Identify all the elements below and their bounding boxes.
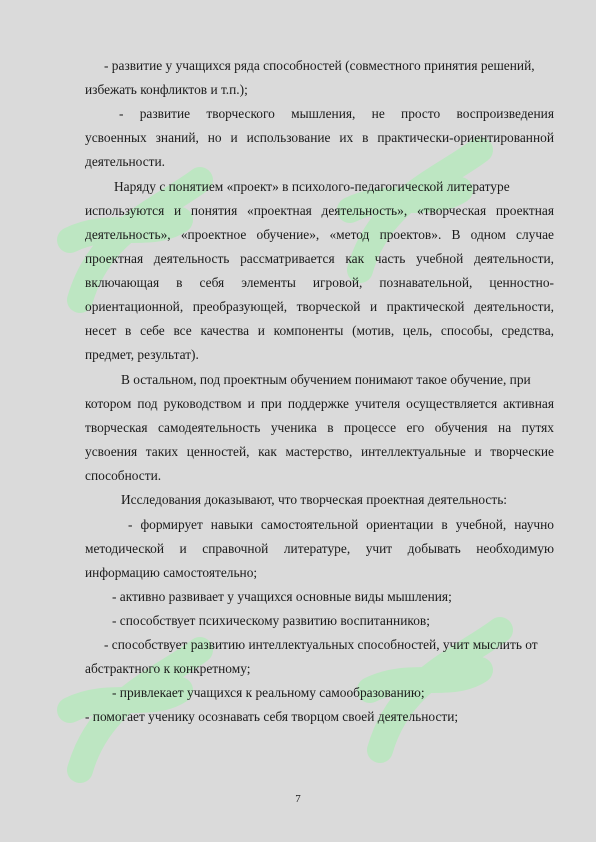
text-line: информацию самостоятельно;: [85, 565, 258, 580]
text-line: В остальном, под проектным обучением понимают такое обучение, при: [121, 372, 531, 387]
text-line: предмет, результат).: [85, 347, 199, 362]
text-line: котором под руководством и при поддержке учителя осуществляется активная: [85, 396, 554, 411]
text-line: - формирует навыки самостоятельной ориентации в учебной, научно: [128, 517, 554, 532]
text-line: несет в себе все качества и компоненты (мотив, цель, способы, средства,: [85, 323, 554, 338]
text-line: - помогает ученику осознавать себя творцом своей деятельности;: [85, 709, 459, 724]
text-line: способности.: [85, 468, 162, 483]
text-line: Исследования доказывают, что творческая проектная деятельность:: [121, 492, 508, 507]
text-line: ориентационной, преобразующей, творческой и практической деятельности,: [85, 299, 554, 314]
text-line: деятельность», «проектное обучение», «метод проектов». В одном случае: [85, 227, 554, 242]
text-line: - развитие творческого мышления, не просто воспроизведения: [119, 106, 554, 121]
text-line: используются и понятия «проектная деятельность», «творческая проектная: [85, 203, 554, 218]
text-line: - способствует развитию интеллектуальных способностей, учит мыслить от: [104, 637, 538, 652]
text-line: - активно развивает у учащихся основные виды мышления;: [112, 589, 452, 604]
text-line: деятельности.: [85, 154, 166, 169]
text-line: методической и справочной литературе, учит добывать необходимую: [85, 541, 554, 556]
text-line: включающая в себя элементы игровой, познавательной, ценностно-: [85, 275, 554, 290]
text-line: Наряду с понятием «проект» в психолого-педагогической литературе: [114, 179, 510, 194]
text-line: - развитие у учащихся ряда способностей (совместного принятия решений,: [104, 58, 535, 73]
text-line: усвоенных знаний, но и использование их в практически-ориентированной: [85, 130, 554, 145]
text-line: проектная деятельность рассматривается как часть учебной деятельности,: [85, 251, 554, 266]
text-line: - способствует психическому развитию воспитанников;: [112, 613, 430, 628]
text-line: абстрактного к конкретному;: [85, 661, 251, 676]
text-line: избежать конфликтов и т.п.);: [85, 82, 248, 97]
text-line: - привлекает учащихся к реальному самообразованию;: [112, 685, 425, 700]
text-line: усвоения таких ценностей, как мастерство, интеллектуальные и творческие: [85, 444, 554, 459]
text-line: творческая самодеятельность ученика в процессе его обучения на путях: [85, 420, 554, 435]
page-number: 7: [295, 793, 301, 805]
